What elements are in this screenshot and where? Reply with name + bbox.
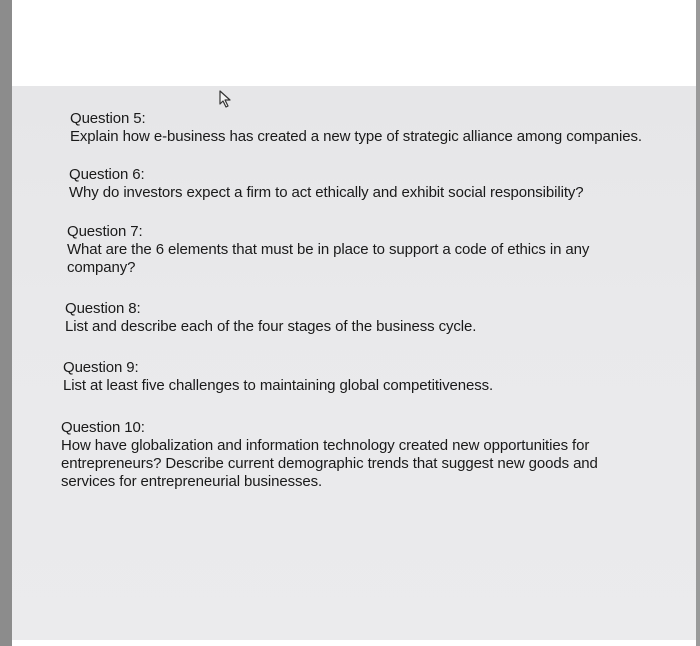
question-text: Why do investors expect a firm to act ethically and exhibit social responsibility? [69, 184, 584, 201]
question-label: Question 5: [70, 110, 146, 127]
question-text: How have globalization and information technology created new opportunities for entrepreneurs? Describe current demographic trends that suggest new goods and services for entrepreneurial businesses. [61, 437, 598, 490]
question-label: Question 9: [63, 359, 139, 376]
question-label: Question 8: [65, 300, 141, 317]
question-label: Question 10: [61, 419, 145, 436]
bottom-margin [12, 640, 696, 646]
question-label: Question 6: [69, 166, 145, 183]
question-7 [67, 223, 629, 277]
question-6 [69, 166, 669, 202]
question-label: Question 7: [67, 223, 143, 240]
left-border [0, 0, 12, 646]
question-8 [65, 300, 665, 336]
question-text: List at least five challenges to maintaining global competitiveness. [63, 377, 494, 394]
question-text: List and describe each of the four stages of the business cycle. [65, 318, 477, 335]
right-border [696, 0, 700, 646]
question-text: What are the 6 elements that must be in place to support a code of ethics in any company? [67, 241, 590, 276]
question-9 [63, 359, 663, 395]
question-10 [61, 419, 651, 491]
top-margin [12, 0, 696, 86]
question-5 [70, 110, 670, 146]
mouse-pointer-icon [218, 90, 234, 108]
question-text: Explain how e-business has created a new type of strategic alliance among companies. [70, 128, 642, 145]
